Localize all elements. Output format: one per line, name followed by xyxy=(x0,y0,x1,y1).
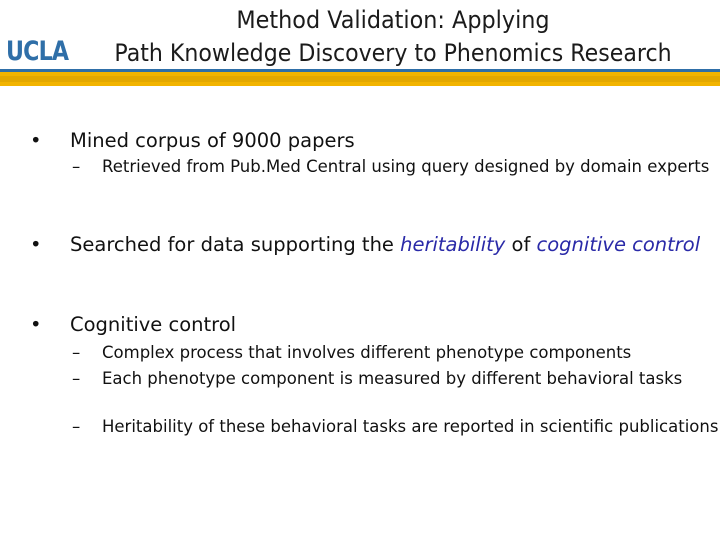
sub-bullet-heritability-reported xyxy=(28,417,720,437)
sub-bullet-behavioral-tasks xyxy=(28,369,720,389)
sub-bullet-text: Heritability of these behavioral tasks are reported in scientific publications xyxy=(102,417,719,436)
bullet-text-pre: Searched for data supporting the xyxy=(70,233,401,256)
highlight-heritability: heritability xyxy=(400,233,506,256)
ucla-logo: UCLA xyxy=(6,36,69,67)
bullet-corpus xyxy=(28,129,720,153)
dash-marker: – xyxy=(72,417,81,436)
sub-bullet-text: Retrieved from Pub.Med Central using query designed by domain experts xyxy=(102,157,710,176)
dash-marker: – xyxy=(72,369,81,388)
bullet-cognitive-control xyxy=(28,313,720,337)
bullet-marker: • xyxy=(30,313,42,336)
dash-marker: – xyxy=(72,343,81,362)
bullet-text: Mined corpus of 9000 papers xyxy=(70,129,355,152)
bullet-text: Cognitive control xyxy=(70,313,237,336)
bullet-heritability xyxy=(28,233,720,257)
header-rule-gold-shade xyxy=(0,76,720,82)
highlight-cognitive-control: cognitive control xyxy=(536,233,701,256)
sub-bullet-pubmed xyxy=(28,157,720,177)
sub-bullet-text: Each phenotype component is measured by different behavioral tasks xyxy=(102,369,683,388)
slide-title xyxy=(80,4,706,70)
title-line-1: Method Validation: Applying xyxy=(236,6,550,34)
bullet-marker: • xyxy=(30,233,42,256)
title-line-2: Path Knowledge Discovery to Phenomics Research xyxy=(114,39,672,67)
bullet-marker: • xyxy=(30,129,42,152)
sub-bullet-text: Complex process that involves different phenotype components xyxy=(102,343,632,362)
bullet-text-mid: of xyxy=(505,233,537,256)
sub-bullet-complex-process xyxy=(28,343,720,363)
dash-marker: – xyxy=(72,157,81,176)
